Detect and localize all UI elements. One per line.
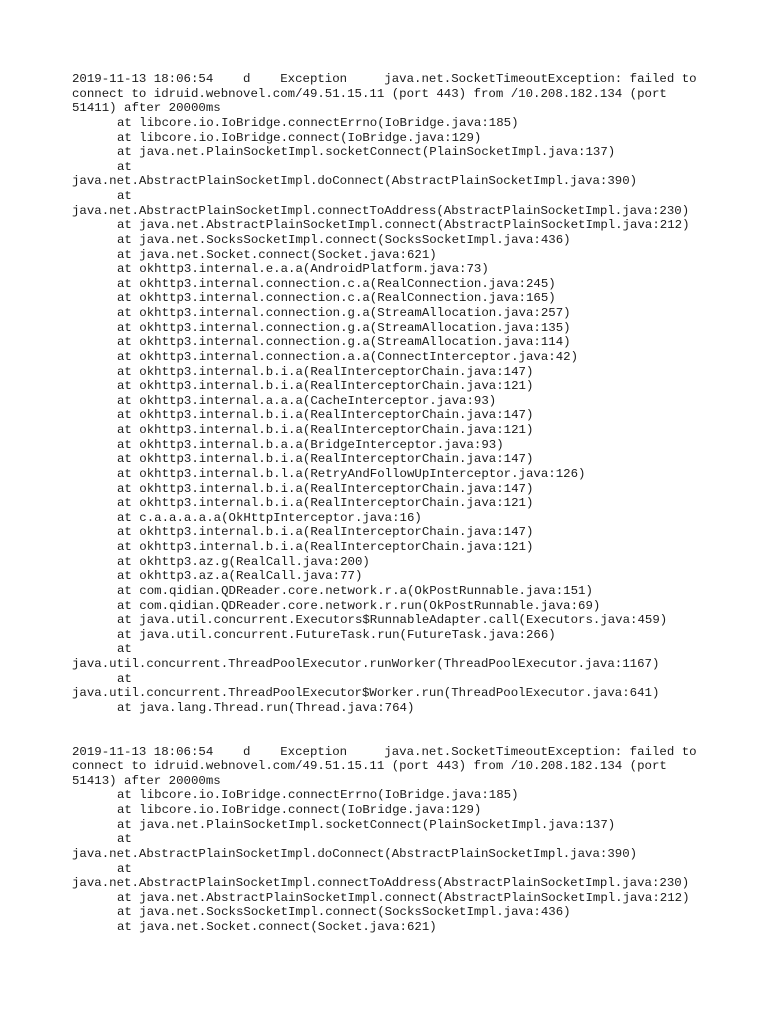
stack-frame-line: at okhttp3.internal.b.i.a(RealInterceptorChain.java:147) (117, 364, 534, 379)
stack-frame-line: at java.net.AbstractPlainSocketImpl.connect(AbstractPlainSocketImpl.java:212) (117, 890, 690, 905)
stack-frame-line: at okhttp3.internal.b.a.a(BridgeInterceptor.java:93) (117, 437, 504, 452)
stack-frame-line: at (117, 642, 132, 657)
stack-frame-line: at okhttp3.internal.b.i.a(RealInterceptorChain.java:147) (117, 525, 534, 540)
stack-frame-line: java.net.AbstractPlainSocketImpl.connectToAddress(AbstractPlainSocketImpl.java:230) (72, 876, 690, 891)
stack-frame-line: at okhttp3.internal.connection.c.a(RealConnection.java:245) (117, 276, 556, 291)
stack-frame-line: at okhttp3.internal.b.l.a(RetryAndFollowUpInterceptor.java:126) (117, 466, 586, 481)
stack-frame-line: at java.net.PlainSocketImpl.socketConnect(PlainSocketImpl.java:137) (117, 817, 616, 832)
stack-frame-line: java.util.concurrent.ThreadPoolExecutor$Worker.run(ThreadPoolExecutor.java:641) (72, 686, 660, 701)
stack-frame-line: at (117, 159, 132, 174)
stack-frame-line: at (117, 832, 132, 847)
exception-header-line: connect to idruid.webnovel.com/49.51.15.11 (port 443) from /10.208.182.134 (port (72, 759, 667, 774)
stack-frame-line: java.util.concurrent.ThreadPoolExecutor.runWorker(ThreadPoolExecutor.java:1167) (72, 657, 660, 671)
stack-frame-line: at java.net.AbstractPlainSocketImpl.connect(AbstractPlainSocketImpl.java:212) (117, 218, 690, 233)
stack-frame-line: at java.net.Socket.connect(Socket.java:621) (117, 247, 437, 262)
stack-frame-line: at libcore.io.IoBridge.connect(IoBridge.java:129) (117, 803, 482, 817)
stack-frame-line: at java.net.PlainSocketImpl.socketConnect(PlainSocketImpl.java:137) (117, 145, 616, 160)
stack-frame-line: at okhttp3.internal.connection.g.a(StreamAllocation.java:257) (117, 306, 571, 320)
stack-frame-line: at (117, 189, 132, 203)
stack-frame-line: at c.a.a.a.a.a(OkHttpInterceptor.java:16) (117, 510, 422, 525)
stack-frame-line: at libcore.io.IoBridge.connect(IoBridge.java:129) (117, 130, 482, 145)
stack-frame-line: java.net.AbstractPlainSocketImpl.connectToAddress(AbstractPlainSocketImpl.java:230) (72, 203, 690, 218)
stack-frame-line: at com.qidian.QDReader.core.network.r.a(OkPostRunnable.java:151) (117, 583, 593, 598)
log-entry (72, 72, 712, 716)
stack-frame-line: at okhttp3.az.a(RealCall.java:77) (117, 569, 363, 584)
stack-frame-line: at (117, 671, 132, 686)
stack-frame-line: at java.util.concurrent.FutureTask.run(FutureTask.java:266) (117, 627, 556, 642)
stack-frame-line: at okhttp3.internal.connection.g.a(StreamAllocation.java:114) (117, 335, 571, 350)
stack-frame-line: at okhttp3.internal.b.i.a(RealInterceptorChain.java:147) (117, 408, 534, 423)
log-entries (72, 72, 712, 935)
stack-frame-line: at okhttp3.internal.connection.c.a(RealConnection.java:165) (117, 291, 556, 306)
stack-frame-line: at (117, 861, 132, 876)
stack-frame-line: at libcore.io.IoBridge.connectErrno(IoBridge.java:185) (117, 788, 519, 803)
stack-frame-line: at okhttp3.internal.b.i.a(RealInterceptorChain.java:121) (117, 540, 534, 554)
stack-frame-line: at java.net.Socket.connect(Socket.java:621) (117, 920, 437, 934)
stack-frame-line: java.net.AbstractPlainSocketImpl.doConnect(AbstractPlainSocketImpl.java:390) (72, 846, 638, 861)
exception-header-line: 2019-11-13 18:06:54 d Exception java.net.SocketTimeoutException: failed to (72, 744, 697, 759)
stack-frame-line: at com.qidian.QDReader.core.network.r.run(OkPostRunnable.java:69) (117, 598, 601, 613)
stack-frame-line: at java.lang.Thread.run(Thread.java:764) (117, 700, 415, 715)
stack-frame-line: at okhttp3.internal.b.i.a(RealInterceptorChain.java:121) (117, 423, 534, 437)
exception-header-line: 2019-11-13 18:06:54 d Exception java.net.SocketTimeoutException: failed to (72, 72, 697, 86)
exception-header-line: 51411) after 20000ms (72, 101, 221, 116)
stack-frame-line: at okhttp3.internal.e.a.a(AndroidPlatform.java:73) (117, 262, 489, 277)
stack-frame-line: java.net.AbstractPlainSocketImpl.doConnect(AbstractPlainSocketImpl.java:390) (72, 174, 638, 189)
stack-frame-line: at okhttp3.internal.b.i.a(RealInterceptorChain.java:147) (117, 481, 534, 496)
stack-frame-line: at okhttp3.internal.b.i.a(RealInterceptorChain.java:121) (117, 496, 534, 511)
document-page (72, 72, 712, 935)
stack-frame-line: at java.net.SocksSocketImpl.connect(SocksSocketImpl.java:436) (117, 232, 571, 247)
stack-frame-line: at java.net.SocksSocketImpl.connect(SocksSocketImpl.java:436) (117, 905, 571, 920)
exception-header-line: 51413) after 20000ms (72, 773, 221, 788)
stack-frame-line: at java.util.concurrent.Executors$RunnableAdapter.call(Executors.java:459) (117, 613, 668, 628)
log-entry (72, 745, 712, 935)
exception-header-line: connect to idruid.webnovel.com/49.51.15.11 (port 443) from /10.208.182.134 (port (72, 86, 667, 101)
stack-frame-line: at okhttp3.internal.connection.g.a(StreamAllocation.java:135) (117, 320, 571, 335)
stack-frame-line: at okhttp3.internal.b.i.a(RealInterceptorChain.java:147) (117, 452, 534, 467)
stack-frame-line: at okhttp3.internal.b.i.a(RealInterceptorChain.java:121) (117, 379, 534, 394)
stack-frame-line: at okhttp3.internal.a.a.a(CacheInterceptor.java:93) (117, 393, 497, 408)
stack-frame-line: at okhttp3.internal.connection.a.a(ConnectInterceptor.java:42) (117, 349, 579, 364)
stack-frame-line: at okhttp3.az.g(RealCall.java:200) (117, 554, 370, 569)
stack-frame-line: at libcore.io.IoBridge.connectErrno(IoBridge.java:185) (117, 115, 519, 130)
